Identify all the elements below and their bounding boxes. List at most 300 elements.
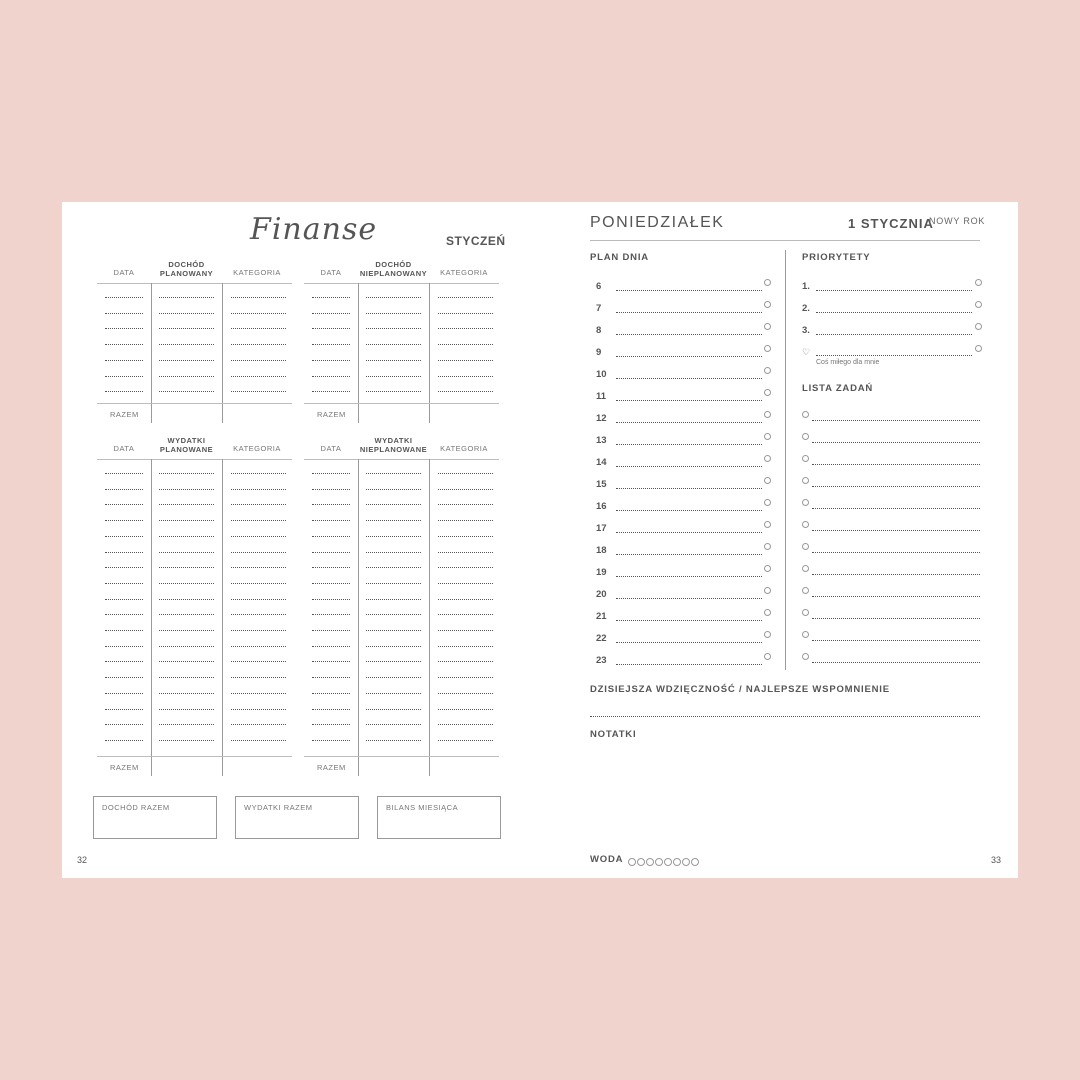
hour-row[interactable] (590, 567, 775, 581)
priority-row[interactable] (802, 325, 982, 339)
entry-line[interactable] (312, 583, 350, 584)
task-row[interactable] (802, 456, 980, 466)
entry-line[interactable] (231, 630, 286, 631)
task-check-circle[interactable] (802, 609, 809, 616)
priority-line[interactable] (816, 312, 972, 313)
entry-line[interactable] (366, 391, 421, 392)
priority-row[interactable] (802, 281, 982, 295)
entry-line[interactable] (366, 661, 421, 662)
priority-line[interactable] (816, 334, 972, 335)
task-row[interactable] (802, 434, 980, 444)
priority-line[interactable] (816, 290, 972, 291)
table-row[interactable] (304, 724, 499, 725)
table-row[interactable] (97, 614, 292, 615)
table-row[interactable] (97, 328, 292, 329)
entry-line[interactable] (231, 567, 286, 568)
entry-line[interactable] (312, 552, 350, 553)
entry-line[interactable] (159, 724, 214, 725)
hour-row[interactable] (590, 611, 775, 625)
entry-line[interactable] (231, 536, 286, 537)
entry-line[interactable] (231, 677, 286, 678)
entry-line[interactable] (159, 709, 214, 710)
hour-check-circle[interactable] (764, 609, 771, 616)
hour-row[interactable] (590, 589, 775, 603)
entry-line[interactable] (105, 376, 143, 377)
table-row[interactable] (97, 646, 292, 647)
task-row[interactable] (802, 632, 980, 642)
entry-line[interactable] (159, 520, 214, 521)
hour-check-circle[interactable] (764, 279, 771, 286)
entry-line[interactable] (231, 473, 286, 474)
entry-line[interactable] (312, 677, 350, 678)
task-line[interactable] (812, 618, 980, 619)
task-row[interactable] (802, 500, 980, 510)
entry-line[interactable] (366, 328, 421, 329)
entry-line[interactable] (312, 489, 350, 490)
entry-line[interactable] (312, 693, 350, 694)
task-row[interactable] (802, 412, 980, 422)
entry-line[interactable] (366, 552, 421, 553)
table-row[interactable] (304, 614, 499, 615)
hour-row[interactable] (590, 479, 775, 493)
hour-line[interactable] (616, 312, 762, 313)
task-row[interactable] (802, 588, 980, 598)
table-row[interactable] (304, 630, 499, 631)
entry-line[interactable] (105, 709, 143, 710)
entry-line[interactable] (231, 614, 286, 615)
entry-line[interactable] (312, 376, 350, 377)
priority-check-circle[interactable] (975, 279, 982, 286)
task-check-circle[interactable] (802, 411, 809, 418)
table-row[interactable] (304, 709, 499, 710)
entry-line[interactable] (366, 473, 421, 474)
entry-line[interactable] (366, 536, 421, 537)
entry-line[interactable] (231, 599, 286, 600)
entry-line[interactable] (366, 297, 421, 298)
entry-line[interactable] (105, 724, 143, 725)
table-row[interactable] (97, 504, 292, 505)
entry-line[interactable] (231, 313, 286, 314)
entry-line[interactable] (105, 599, 143, 600)
entry-line[interactable] (366, 520, 421, 521)
entry-line[interactable] (312, 740, 350, 741)
table-row[interactable] (97, 583, 292, 584)
water-glass-circle[interactable] (664, 858, 672, 866)
entry-line[interactable] (438, 360, 493, 361)
entry-line[interactable] (231, 504, 286, 505)
table-row[interactable] (97, 661, 292, 662)
entry-line[interactable] (159, 344, 214, 345)
entry-line[interactable] (231, 583, 286, 584)
entry-line[interactable] (438, 313, 493, 314)
treat-line[interactable] (816, 355, 972, 356)
entry-line[interactable] (105, 391, 143, 392)
entry-line[interactable] (231, 693, 286, 694)
entry-line[interactable] (159, 661, 214, 662)
entry-line[interactable] (159, 693, 214, 694)
entry-line[interactable] (366, 630, 421, 631)
entry-line[interactable] (312, 709, 350, 710)
task-row[interactable] (802, 478, 980, 488)
table-row[interactable] (304, 693, 499, 694)
entry-line[interactable] (366, 360, 421, 361)
entry-line[interactable] (231, 360, 286, 361)
task-line[interactable] (812, 420, 980, 421)
entry-line[interactable] (159, 328, 214, 329)
entry-line[interactable] (366, 313, 421, 314)
balance-box[interactable] (377, 796, 501, 839)
hour-check-circle[interactable] (764, 433, 771, 440)
table-row[interactable] (304, 583, 499, 584)
entry-line[interactable] (438, 677, 493, 678)
entry-line[interactable] (105, 614, 143, 615)
entry-line[interactable] (105, 504, 143, 505)
entry-line[interactable] (438, 583, 493, 584)
entry-line[interactable] (159, 646, 214, 647)
entry-line[interactable] (312, 724, 350, 725)
entry-line[interactable] (231, 661, 286, 662)
hour-row[interactable] (590, 303, 775, 317)
entry-line[interactable] (438, 693, 493, 694)
entry-line[interactable] (366, 567, 421, 568)
hour-check-circle[interactable] (764, 565, 771, 572)
task-row[interactable] (802, 566, 980, 576)
task-check-circle[interactable] (802, 543, 809, 550)
entry-line[interactable] (366, 614, 421, 615)
task-check-circle[interactable] (802, 565, 809, 572)
water-glass-circle[interactable] (646, 858, 654, 866)
task-row[interactable] (802, 522, 980, 532)
priority-row[interactable] (802, 303, 982, 317)
water-glass-circle[interactable] (673, 858, 681, 866)
entry-line[interactable] (312, 473, 350, 474)
entry-line[interactable] (312, 536, 350, 537)
table-row[interactable] (97, 313, 292, 314)
entry-line[interactable] (366, 693, 421, 694)
entry-line[interactable] (312, 297, 350, 298)
entry-line[interactable] (105, 567, 143, 568)
task-check-circle[interactable] (802, 587, 809, 594)
hour-row[interactable] (590, 457, 775, 471)
table-row[interactable] (97, 552, 292, 553)
entry-line[interactable] (366, 740, 421, 741)
entry-line[interactable] (159, 740, 214, 741)
task-row[interactable] (802, 610, 980, 620)
entry-line[interactable] (231, 646, 286, 647)
table-row[interactable] (304, 391, 499, 392)
entry-line[interactable] (231, 328, 286, 329)
entry-line[interactable] (312, 360, 350, 361)
entry-line[interactable] (438, 630, 493, 631)
entry-line[interactable] (312, 313, 350, 314)
entry-line[interactable] (438, 391, 493, 392)
entry-line[interactable] (105, 473, 143, 474)
entry-line[interactable] (312, 344, 350, 345)
entry-line[interactable] (438, 344, 493, 345)
entry-line[interactable] (366, 583, 421, 584)
entry-line[interactable] (312, 614, 350, 615)
table-row[interactable] (304, 360, 499, 361)
table-row[interactable] (97, 473, 292, 474)
entry-line[interactable] (438, 297, 493, 298)
entry-line[interactable] (231, 552, 286, 553)
entry-line[interactable] (438, 328, 493, 329)
hour-line[interactable] (616, 356, 762, 357)
hour-row[interactable] (590, 633, 775, 647)
expense-total-box[interactable] (235, 796, 359, 839)
entry-line[interactable] (105, 552, 143, 553)
hour-line[interactable] (616, 642, 762, 643)
hour-row[interactable] (590, 347, 775, 361)
entry-line[interactable] (105, 520, 143, 521)
hour-row[interactable] (590, 325, 775, 339)
table-row[interactable] (304, 646, 499, 647)
hour-check-circle[interactable] (764, 455, 771, 462)
task-check-circle[interactable] (802, 653, 809, 660)
entry-line[interactable] (159, 599, 214, 600)
table-row[interactable] (97, 724, 292, 725)
task-line[interactable] (812, 464, 980, 465)
table-row[interactable] (304, 677, 499, 678)
entry-line[interactable] (105, 661, 143, 662)
water-glass-circle[interactable] (682, 858, 690, 866)
entry-line[interactable] (159, 313, 214, 314)
task-line[interactable] (812, 640, 980, 641)
hour-check-circle[interactable] (764, 587, 771, 594)
entry-line[interactable] (159, 391, 214, 392)
entry-line[interactable] (231, 520, 286, 521)
entry-line[interactable] (366, 489, 421, 490)
hour-row[interactable] (590, 369, 775, 383)
table-row[interactable] (97, 693, 292, 694)
task-row[interactable] (802, 654, 980, 664)
hour-check-circle[interactable] (764, 411, 771, 418)
table-row[interactable] (304, 504, 499, 505)
task-check-circle[interactable] (802, 631, 809, 638)
task-line[interactable] (812, 530, 980, 531)
table-row[interactable] (97, 489, 292, 490)
task-row[interactable] (802, 544, 980, 554)
table-row[interactable] (97, 344, 292, 345)
entry-line[interactable] (438, 740, 493, 741)
hour-line[interactable] (616, 378, 762, 379)
entry-line[interactable] (312, 328, 350, 329)
entry-line[interactable] (312, 504, 350, 505)
entry-line[interactable] (312, 520, 350, 521)
table-row[interactable] (304, 489, 499, 490)
entry-line[interactable] (366, 599, 421, 600)
table-row[interactable] (97, 376, 292, 377)
task-line[interactable] (812, 486, 980, 487)
entry-line[interactable] (231, 489, 286, 490)
table-row[interactable] (97, 391, 292, 392)
table-row[interactable] (97, 297, 292, 298)
entry-line[interactable] (366, 376, 421, 377)
entry-line[interactable] (105, 297, 143, 298)
entry-line[interactable] (366, 646, 421, 647)
hour-line[interactable] (616, 532, 762, 533)
task-line[interactable] (812, 596, 980, 597)
table-row[interactable] (304, 740, 499, 741)
entry-line[interactable] (105, 677, 143, 678)
table-row[interactable] (304, 661, 499, 662)
entry-line[interactable] (312, 391, 350, 392)
entry-line[interactable] (231, 740, 286, 741)
hour-line[interactable] (616, 400, 762, 401)
hour-row[interactable] (590, 523, 775, 537)
hour-line[interactable] (616, 554, 762, 555)
task-check-circle[interactable] (802, 499, 809, 506)
entry-line[interactable] (159, 376, 214, 377)
table-row[interactable] (97, 677, 292, 678)
hour-line[interactable] (616, 510, 762, 511)
hour-check-circle[interactable] (764, 543, 771, 550)
water-glass-circle[interactable] (637, 858, 645, 866)
hour-check-circle[interactable] (764, 477, 771, 484)
entry-line[interactable] (159, 630, 214, 631)
entry-line[interactable] (438, 599, 493, 600)
entry-line[interactable] (105, 360, 143, 361)
entry-line[interactable] (105, 489, 143, 490)
hour-row[interactable] (590, 545, 775, 559)
priority-check-circle[interactable] (975, 323, 982, 330)
entry-line[interactable] (231, 724, 286, 725)
task-line[interactable] (812, 662, 980, 663)
entry-line[interactable] (438, 473, 493, 474)
entry-line[interactable] (438, 504, 493, 505)
entry-line[interactable] (105, 313, 143, 314)
entry-line[interactable] (105, 630, 143, 631)
hour-line[interactable] (616, 598, 762, 599)
entry-line[interactable] (231, 391, 286, 392)
income-total-box[interactable] (93, 796, 217, 839)
table-row[interactable] (97, 630, 292, 631)
entry-line[interactable] (438, 614, 493, 615)
task-check-circle[interactable] (802, 521, 809, 528)
entry-line[interactable] (438, 646, 493, 647)
table-row[interactable] (304, 552, 499, 553)
entry-line[interactable] (312, 599, 350, 600)
entry-line[interactable] (231, 709, 286, 710)
entry-line[interactable] (438, 520, 493, 521)
table-row[interactable] (97, 360, 292, 361)
task-check-circle[interactable] (802, 433, 809, 440)
task-check-circle[interactable] (802, 477, 809, 484)
entry-line[interactable] (438, 552, 493, 553)
table-row[interactable] (304, 473, 499, 474)
entry-line[interactable] (105, 583, 143, 584)
entry-line[interactable] (366, 724, 421, 725)
table-row[interactable] (304, 536, 499, 537)
task-line[interactable] (812, 574, 980, 575)
hour-check-circle[interactable] (764, 389, 771, 396)
entry-line[interactable] (312, 646, 350, 647)
entry-line[interactable] (366, 344, 421, 345)
water-glass-circle[interactable] (691, 858, 699, 866)
hour-line[interactable] (616, 444, 762, 445)
entry-line[interactable] (438, 536, 493, 537)
hour-line[interactable] (616, 664, 762, 665)
hour-line[interactable] (616, 620, 762, 621)
hour-line[interactable] (616, 576, 762, 577)
entry-line[interactable] (159, 536, 214, 537)
entry-line[interactable] (366, 709, 421, 710)
gratitude-line[interactable] (590, 716, 980, 717)
entry-line[interactable] (105, 740, 143, 741)
hour-line[interactable] (616, 466, 762, 467)
hour-row[interactable] (590, 501, 775, 515)
entry-line[interactable] (159, 552, 214, 553)
table-row[interactable] (304, 520, 499, 521)
entry-line[interactable] (159, 297, 214, 298)
priority-check-circle[interactable] (975, 301, 982, 308)
entry-line[interactable] (438, 661, 493, 662)
table-row[interactable] (304, 344, 499, 345)
entry-line[interactable] (231, 297, 286, 298)
task-line[interactable] (812, 508, 980, 509)
hour-check-circle[interactable] (764, 521, 771, 528)
entry-line[interactable] (105, 328, 143, 329)
entry-line[interactable] (438, 724, 493, 725)
entry-line[interactable] (159, 489, 214, 490)
entry-line[interactable] (438, 567, 493, 568)
table-row[interactable] (304, 313, 499, 314)
task-line[interactable] (812, 442, 980, 443)
table-row[interactable] (97, 740, 292, 741)
hour-line[interactable] (616, 334, 762, 335)
table-row[interactable] (97, 536, 292, 537)
entry-line[interactable] (105, 536, 143, 537)
water-glass-circle[interactable] (655, 858, 663, 866)
task-check-circle[interactable] (802, 455, 809, 462)
table-row[interactable] (97, 599, 292, 600)
entry-line[interactable] (105, 646, 143, 647)
table-row[interactable] (304, 599, 499, 600)
task-line[interactable] (812, 552, 980, 553)
hour-row[interactable] (590, 391, 775, 405)
entry-line[interactable] (105, 344, 143, 345)
entry-line[interactable] (312, 630, 350, 631)
hour-row[interactable] (590, 655, 775, 669)
entry-line[interactable] (105, 693, 143, 694)
table-row[interactable] (97, 709, 292, 710)
treat-check-circle[interactable] (975, 345, 982, 352)
entry-line[interactable] (312, 661, 350, 662)
entry-line[interactable] (159, 567, 214, 568)
entry-line[interactable] (366, 677, 421, 678)
hour-check-circle[interactable] (764, 345, 771, 352)
hour-check-circle[interactable] (764, 301, 771, 308)
entry-line[interactable] (159, 677, 214, 678)
table-row[interactable] (97, 567, 292, 568)
table-row[interactable] (97, 520, 292, 521)
hour-row[interactable] (590, 435, 775, 449)
table-row[interactable] (304, 297, 499, 298)
hour-row[interactable] (590, 413, 775, 427)
table-row[interactable] (304, 376, 499, 377)
entry-line[interactable] (312, 567, 350, 568)
hour-line[interactable] (616, 488, 762, 489)
entry-line[interactable] (159, 583, 214, 584)
hour-row[interactable] (590, 281, 775, 295)
hour-line[interactable] (616, 290, 762, 291)
entry-line[interactable] (159, 614, 214, 615)
entry-line[interactable] (438, 489, 493, 490)
hour-check-circle[interactable] (764, 631, 771, 638)
hour-check-circle[interactable] (764, 499, 771, 506)
entry-line[interactable] (159, 360, 214, 361)
entry-line[interactable] (438, 376, 493, 377)
